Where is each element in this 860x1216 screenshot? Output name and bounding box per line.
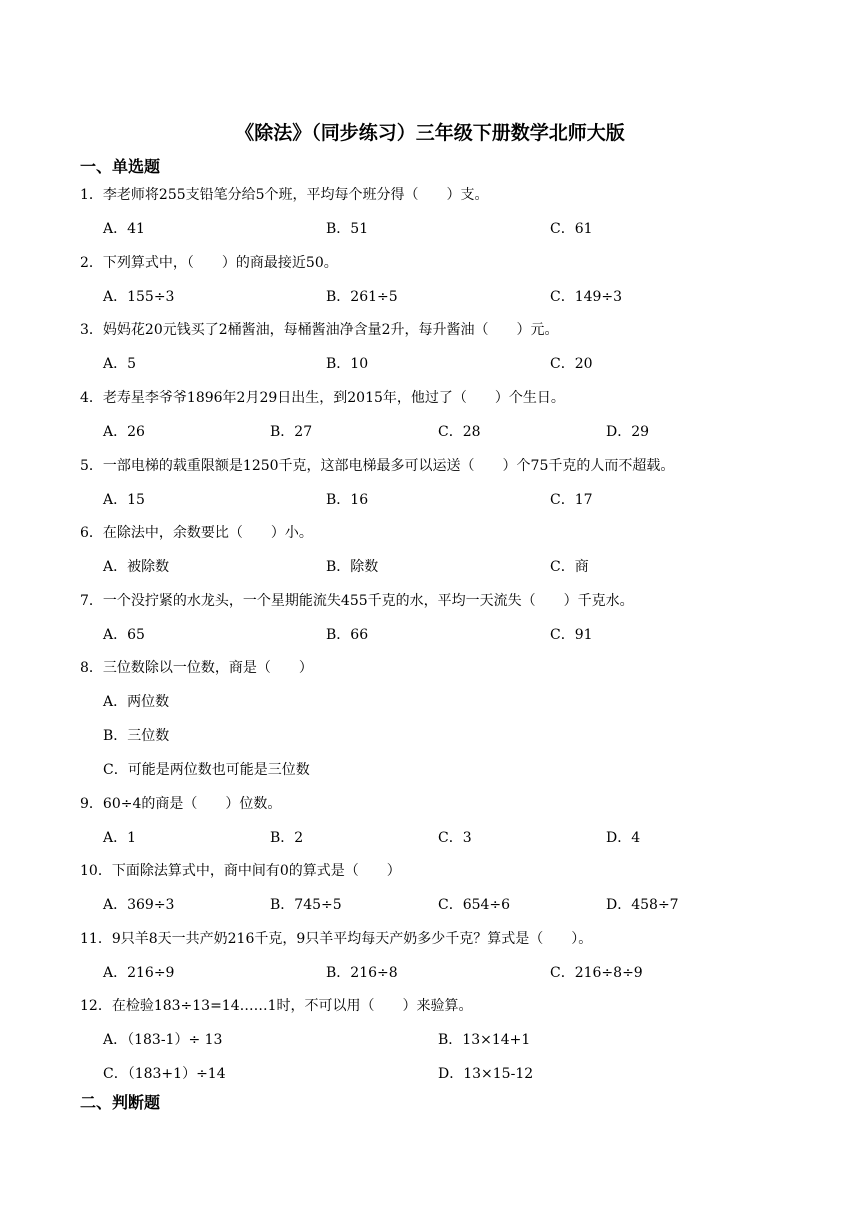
q11-option-c: C．216÷8÷9 bbox=[550, 965, 643, 981]
question-1: 1．李老师将255支铅笔分给5个班，平均每个班分得（ ）支。 bbox=[80, 187, 489, 203]
question-12: 12．在检验183÷13=14……1时，不可以用（ ）来验算。 bbox=[80, 998, 473, 1014]
question-2: 2．下列算式中，（ ）的商最接近50。 bbox=[80, 255, 338, 271]
q8-option-c: C．可能是两位数也可能是三位数 bbox=[103, 762, 310, 778]
q4-option-a: A．26 bbox=[103, 424, 145, 440]
question-10: 10．下面除法算式中，商中间有0的算式是（ ） bbox=[80, 863, 401, 879]
q10-option-a: A．369÷3 bbox=[103, 897, 175, 913]
q6-option-b: B．除数 bbox=[326, 559, 379, 575]
section-heading-true-false: 二、判断题 bbox=[80, 1093, 161, 1112]
q8-option-b: B．三位数 bbox=[103, 728, 170, 744]
q11-option-a: A．216÷9 bbox=[103, 965, 175, 981]
question-8: 8．三位数除以一位数，商是（ ） bbox=[80, 660, 313, 676]
q4-option-b: B．27 bbox=[270, 424, 313, 440]
q12-option-b: B．13×14+1 bbox=[438, 1032, 531, 1048]
q1-option-c: C．61 bbox=[550, 221, 593, 237]
q4-option-d: D．29 bbox=[606, 424, 650, 440]
q3-option-c: C．20 bbox=[550, 356, 593, 372]
q2-option-a: A．155÷3 bbox=[103, 289, 175, 305]
section-heading-single-choice: 一、单选题 bbox=[80, 157, 161, 176]
q6-option-c: C．商 bbox=[550, 559, 589, 575]
q7-option-b: B．66 bbox=[326, 627, 369, 643]
question-7: 7．一个没拧紧的水龙头，一个星期能流失455千克的水，平均一天流失（ ）千克水。 bbox=[80, 593, 634, 609]
q10-option-b: B．745÷5 bbox=[270, 897, 342, 913]
q11-option-b: B．216÷8 bbox=[326, 965, 398, 981]
question-9: 9．60÷4的商是（ ）位数。 bbox=[80, 796, 282, 812]
page-title: 《除法》（同步练习）三年级下册数学北师大版 bbox=[235, 122, 625, 144]
q10-option-c: C．654÷6 bbox=[438, 897, 511, 913]
q12-option-d: D．13×15-12 bbox=[438, 1066, 534, 1082]
q5-option-a: A．15 bbox=[103, 492, 145, 508]
q3-option-a: A．5 bbox=[103, 356, 137, 372]
q8-option-a: A．两位数 bbox=[103, 694, 170, 710]
q5-option-c: C．17 bbox=[550, 492, 593, 508]
q3-option-b: B．10 bbox=[326, 356, 369, 372]
q6-option-a: A．被除数 bbox=[103, 559, 170, 575]
q2-option-c: C．149÷3 bbox=[550, 289, 623, 305]
q1-option-a: A．41 bbox=[103, 221, 145, 237]
q12-option-c: C．（183+1）÷14 bbox=[103, 1066, 226, 1082]
q9-option-b: B．2 bbox=[270, 830, 304, 846]
question-4: 4．老寿星李爷爷1896年2月29日出生，到2015年，他过了（ ）个生日。 bbox=[80, 390, 565, 406]
q4-option-c: C．28 bbox=[438, 424, 481, 440]
q10-option-d: D．458÷7 bbox=[606, 897, 679, 913]
question-5: 5．一部电梯的载重限额是1250千克，这部电梯最多可以运送（ ）个75千克的人而不超载。 bbox=[80, 458, 675, 474]
q9-option-a: A．1 bbox=[103, 830, 137, 846]
question-11: 11．9只羊8天一共产奶216千克，9只羊平均每天产奶多少千克？算式是（ ）。 bbox=[80, 931, 593, 947]
q5-option-b: B．16 bbox=[326, 492, 369, 508]
q12-option-a: A．（183-1）÷ 13 bbox=[103, 1032, 223, 1048]
q9-option-d: D．4 bbox=[606, 830, 641, 846]
q1-option-b: B．51 bbox=[326, 221, 369, 237]
q9-option-c: C．3 bbox=[438, 830, 472, 846]
q7-option-c: C．91 bbox=[550, 627, 593, 643]
question-3: 3．妈妈花20元钱买了2桶酱油，每桶酱油净含量2升，每升酱油（ ）元。 bbox=[80, 322, 559, 338]
question-6: 6．在除法中，余数要比（ ）小。 bbox=[80, 525, 313, 541]
q2-option-b: B．261÷5 bbox=[326, 289, 398, 305]
q7-option-a: A．65 bbox=[103, 627, 145, 643]
